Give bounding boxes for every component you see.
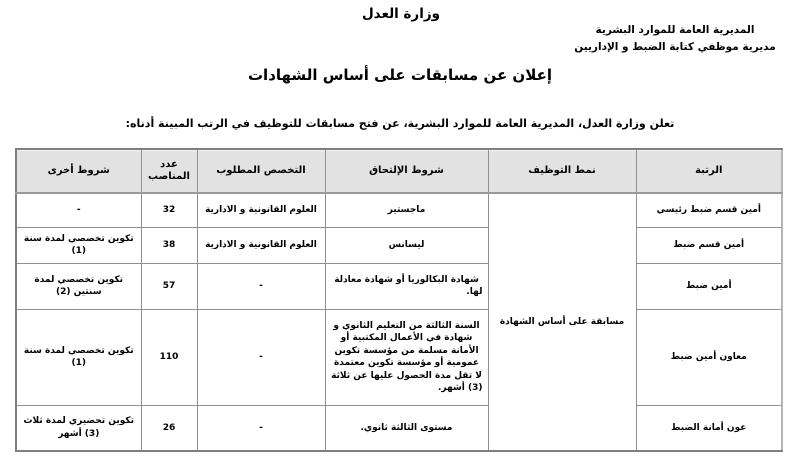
cell-conditions: السنة الثالثة من التعليم الثانوي و شهادة في الأعمال المكتبية أو الأمانة مسلمة من مؤسسة تكوين عمومية أو مؤسسة تكوين معتمدة لا تقل مدة الحصول عليها عن ثلاثة (3) أشهر. [325,309,488,405]
column-header-posts-line1: عدد [160,158,178,170]
column-header-employment-mode: نمط التوظيف [488,149,636,193]
table-row [16,309,782,405]
intro-paragraph: تعلن وزارة العدل، المديرية العامة للموارد البشرية، عن فتح مسابقات للتوظيف في الرتب المبينة أدناه: [125,117,675,130]
cell-posts: 32 [141,193,197,227]
cell-specialization: - [197,309,325,405]
cell-conditions: ماجستير [325,193,488,227]
cell-conditions: ليسانس [325,227,488,263]
organization-header [555,22,795,56]
cell-conditions: مستوى الثالثة ثانوي. [325,405,488,451]
table-row [16,227,782,263]
cell-other-conditions: تكوين تحضيري لمدة ثلاث (3) أشهر [16,405,141,451]
column-header-conditions: شروط الإلتحاق [325,149,488,193]
column-header-rank: الرتبة [636,149,782,193]
cell-posts: 26 [141,405,197,451]
cell-specialization: - [197,405,325,451]
jobs-table [15,148,783,452]
column-header-other-conditions: شروط أخرى [16,149,141,193]
cell-rank: معاون أمين ضبط [636,309,782,405]
cell-rank: أمين ضبط [636,263,782,309]
cell-conditions: شهادة البكالوريا أو شهادة معادلة لها. [325,263,488,309]
cell-other-conditions: - [16,193,141,227]
table-body [16,193,782,451]
cell-other-conditions: تكوين تخصصي لمدة سنة (1) [16,309,141,405]
ministry-title: وزارة العدل [361,6,440,22]
organization-line-2: مديرية موظفي كتابة الضبط و الإداريين [574,41,776,53]
cell-rank: عون أمانة الضبط [636,405,782,451]
jobs-table-container [17,148,783,452]
cell-specialization: - [197,263,325,309]
page-title: إعلان عن مسابقات على أساس الشهادات [247,66,552,84]
cell-employment-mode: مسابقة على أساس الشهادة [488,193,636,451]
table-header [16,149,782,193]
table-row [16,405,782,451]
table-row [16,263,782,309]
cell-other-conditions: تكوين تخصصي لمدة سنة (1) [16,227,141,263]
cell-other-conditions: تكوين تخصصي لمدة سنتين (2) [16,263,141,309]
column-header-specialization: التخصص المطلوب [197,149,325,193]
cell-rank: أمين قسم ضبط [636,227,782,263]
column-header-posts [141,149,197,193]
cell-posts: 38 [141,227,197,263]
cell-specialization: العلوم القانونية و الادارية [197,193,325,227]
table-row [16,193,782,227]
cell-posts: 57 [141,263,197,309]
cell-rank: أمين قسم ضبط رئيسي [636,193,782,227]
column-header-posts-line2: المناصب [148,171,190,182]
organization-line-1: المديرية العامة للموارد البشرية [595,24,755,36]
table-header-row [16,149,782,193]
cell-specialization: العلوم القانونية و الادارية [197,227,325,263]
cell-posts: 110 [141,309,197,405]
